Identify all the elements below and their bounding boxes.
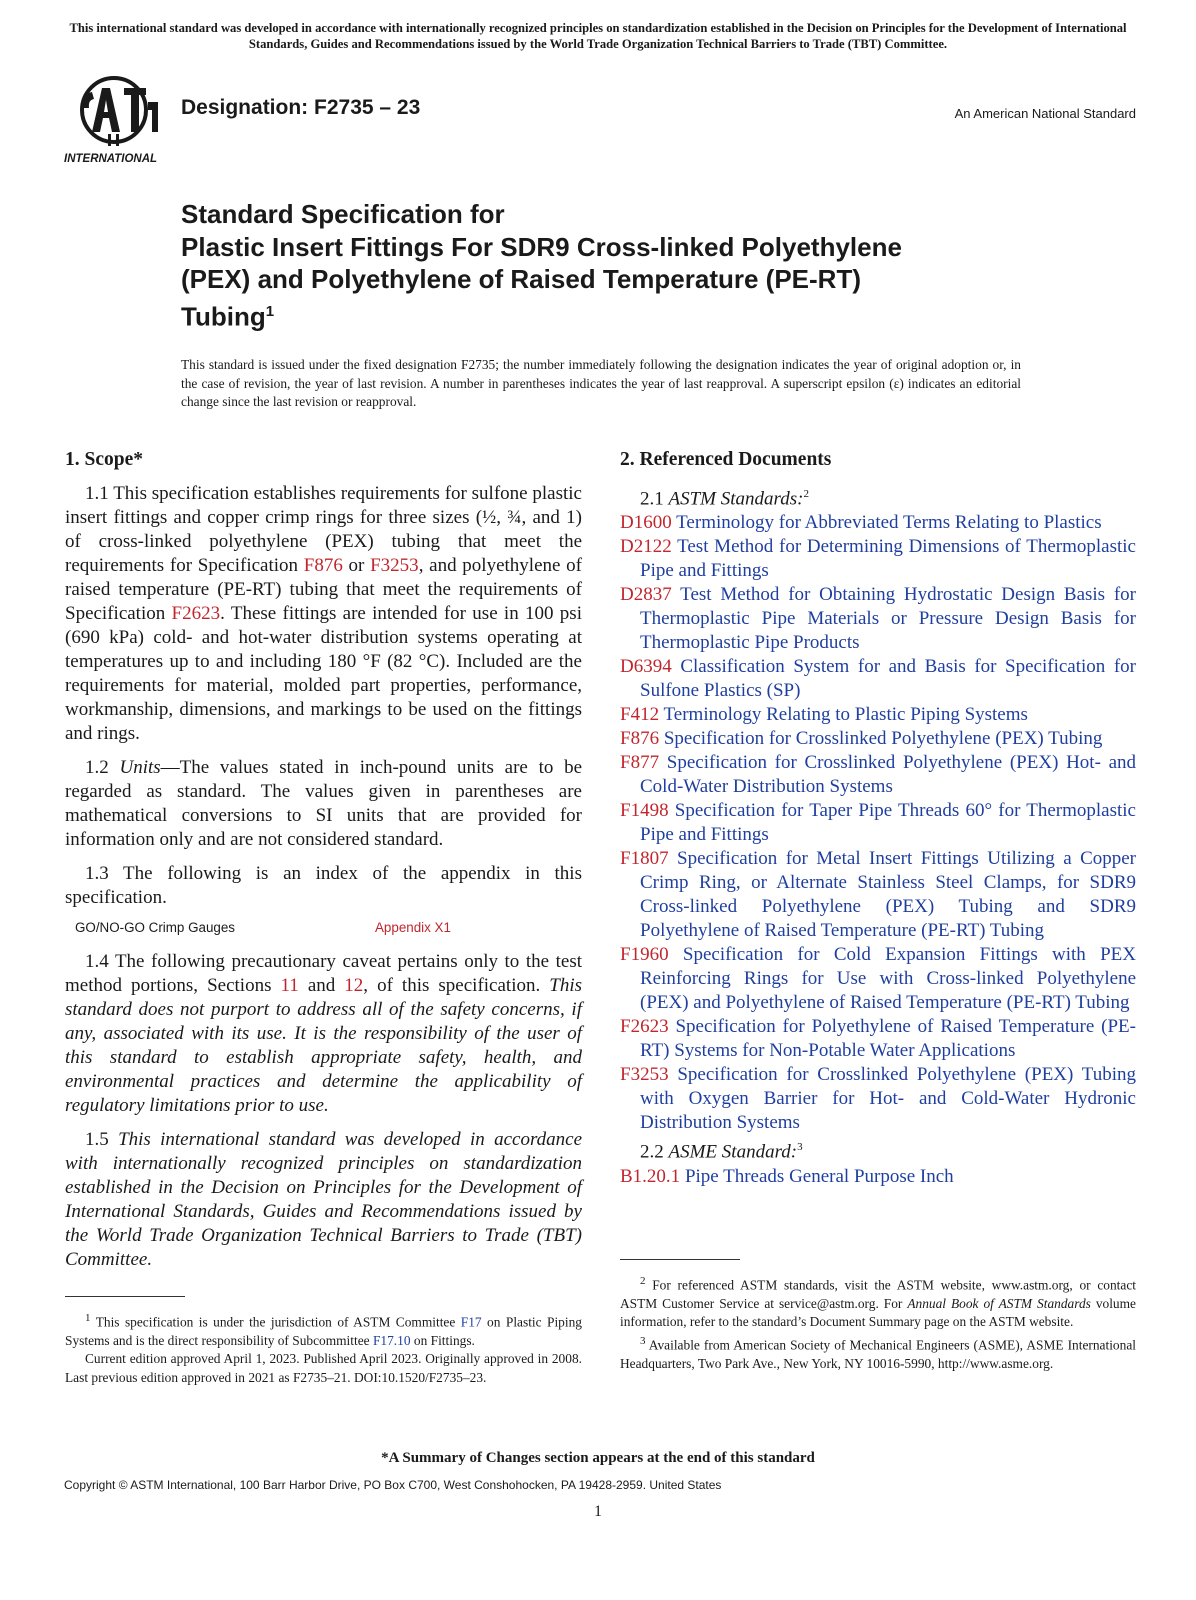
reference-title-link[interactable]: Pipe Threads General Purpose Inch [684, 1165, 954, 1187]
reference-title-link[interactable]: Specification for Crosslinked Polyethylene (PEX) Tubing with Oxygen Barrier for Hot- and Cold-Water Hydronic Distribution Systems [640, 1064, 1136, 1134]
ref-link-f2623[interactable]: F2623 [171, 603, 221, 624]
logo-text: INTERNATIONAL [64, 153, 158, 165]
title-line: Plastic Insert Fittings For SDR9 Cross-linked Polyethylene [181, 231, 902, 262]
scope-paragraph-1-2: 1.2 Units—The values stated in inch-pound units are to be regarded as standard. The values given in parentheses are mathematical conversions to SI units that are provided for information only and are not considered standard. [65, 757, 583, 850]
footnotes-left [65, 1296, 582, 1387]
reference-code-link[interactable]: F3253 [620, 1064, 669, 1086]
issuance-note: This standard is issued under the fixed designation F2735; the number immediately following the designation indicates the year of original adoption or, in the case of revision, the year of last revision. A number in parentheses indicates the year of last reapproval. A superscript epsilon (ε) indicates an editorial change since the last revision or reapproval. [181, 357, 1021, 409]
reference-code-link[interactable]: F1498 [620, 800, 669, 822]
reference-title-link[interactable]: Specification for Cold Expansion Fittings with PEX Reinforcing Rings for Use with Cross-linked Polyethylene (PEX) and Polyethylene of Raised Temperature (PE-RT) Tubing [640, 944, 1137, 1014]
index-appendix-link[interactable]: Appendix X1 [375, 920, 451, 935]
reference-code-link[interactable]: B1.20.1 [620, 1165, 681, 1187]
title-line [181, 296, 1081, 333]
section-link-11[interactable]: 11 [280, 975, 299, 996]
title-line-text: Tubing [181, 301, 266, 332]
committee-link-f17[interactable]: F17 [460, 1314, 482, 1330]
summary-of-changes-note: *A Summary of Changes section appears at the end of this standard [381, 1450, 815, 1466]
reference-title-link[interactable]: Test Method for Determining Dimensions of Thermoplastic Pipe and Fittings [640, 536, 1136, 582]
reference-item [620, 535, 1136, 583]
reference-title-link[interactable]: Specification for Taper Pipe Threads 60° for Thermoplastic Pipe and Fittings [640, 800, 1136, 846]
reference-title-link[interactable]: Classification System for and Basis for Specification for Sulfone Plastics (SP) [640, 656, 1137, 702]
subcommittee-link-f17-10[interactable]: F17.10 [372, 1332, 411, 1348]
reference-code-link[interactable]: D2837 [620, 584, 672, 606]
reference-code-link[interactable]: F876 [620, 728, 660, 750]
american-national-standard: An American National Standard [954, 106, 1136, 121]
astm-logo [62, 72, 170, 168]
footnote-1-edition: Current edition approved April 1, 2023. Published April 2023. Originally approved in 2008. Last previous edition approved in 2021 as F2735–21. DOI:10.1520/F2735–23. [65, 1351, 582, 1385]
reference-item [620, 727, 1136, 751]
footnote-rule [620, 1259, 740, 1260]
astm-reference-list [620, 511, 1136, 1135]
reference-code-link[interactable]: F412 [620, 704, 660, 726]
title-line: Standard Specification for [181, 199, 505, 229]
footnote-2: $^2$ For referenced ASTM standards, visit the ASTM website, www.astm.org, or contact ASTM Customer Service at service@astm.org. For Annual Book of ASTM Standards volume information, refer to the standard’s Document Summary page on the ASTM website. [620, 1275, 1136, 1330]
reference-title-link[interactable]: Specification for Metal Insert Fittings Utilizing a Copper Crimp Ring, or Alternate Stainless Steel Clamps, for SDR9 Cross-linked Polyethylene (PEX) Tubing and SDR9 Polyethylene of Raised Temperature (PE-RT) Tubing [640, 848, 1137, 942]
reference-item [620, 1165, 1136, 1189]
designation: Designation: F2735 – 23 [181, 96, 421, 119]
referenced-documents-heading: 2. Referenced Documents [620, 449, 832, 470]
reference-title-link[interactable]: Specification for Crosslinked Polyethylene (PEX) Tubing [663, 728, 1103, 750]
scope-heading: 1. Scope* [65, 449, 143, 470]
reference-code-link[interactable]: D6394 [620, 656, 672, 678]
scope-paragraph-1-4: 1.4 The following precautionary caveat pertains only to the test method portions, Sections 11 and 12, of this specification. This standard does not purport to address all of the safety concerns, if any, associated with its use. It is the responsibility of the user of this standard to establish appropriate safety, health, and environmental practices and determine the applicability of regulatory limitations prior to use. [65, 951, 583, 1116]
astm-standards-subheading: 2.1 ASTM Standards:$^2$ [640, 488, 809, 510]
reference-code-link[interactable]: F877 [620, 752, 660, 774]
scope-paragraph-1-3: 1.3 The following is an index of the appendix in this specification. [65, 863, 582, 908]
title-line: (PEX) and Polyethylene of Raised Temperature (PE-RT) [181, 264, 861, 294]
reference-item [620, 703, 1136, 727]
reference-item [620, 1015, 1136, 1063]
reference-title-link[interactable]: Terminology for Abbreviated Terms Relating to Plastics [676, 512, 1102, 534]
reference-title-link[interactable]: Test Method for Obtaining Hydrostatic Design Basis for Thermoplastic Pipe Materials or Pressure Design Basis for Thermoplastic Pipe Products [640, 584, 1136, 654]
reference-item [620, 799, 1136, 847]
appendix-index-row [75, 916, 582, 940]
reference-title-link[interactable]: Specification for Crosslinked Polyethylene (PEX) Hot- and Cold-Water Distribution Systems [640, 752, 1137, 798]
reference-item [620, 1063, 1136, 1135]
reference-item [620, 583, 1136, 655]
ref-link-f3253[interactable]: F3253 [370, 555, 419, 576]
reference-item [620, 847, 1136, 943]
section-link-12[interactable]: 12 [344, 975, 364, 996]
reference-item [620, 751, 1136, 799]
right-column [620, 448, 1136, 1189]
reference-code-link[interactable]: D1600 [620, 512, 672, 534]
footnote-1: $^1$ This specification is under the jurisdiction of ASTM Committee F17 on Plastic Piping Systems and is the direct responsibility of Subcommittee F17.10 on Fittings. Current edition approved April 1, 2023. Published April 2023. Originally approved in 2008. Last previous edition approved in 2021 as F2735–21. DOI:10.1520/F2735–23. [65, 1309, 582, 1387]
reference-code-link[interactable]: F1960 [620, 944, 669, 966]
scope-paragraph-1-1: 1.1 This specification establishes requirements for sulfone plastic insert fittings and copper crimp rings for three sizes (½, ¾, and 1) of cross-linked polyethylene (PEX) tubing that meet the requirements for Specification F876 or F3253, and polyethylene of raised temperature (PE-RT) tubing that meet the requirements of Specification F2623. These fittings are intended for use in 100 psi (690 kPa) cold- and hot-water distribution systems operating at temperatures up to and including 180 °F (82 °C). Included are the requirements for material, molded part properties, performance, workmanship, dimensions, and markings to be used on the fittings and rings. [65, 483, 582, 744]
reference-code-link[interactable]: F2623 [620, 1016, 669, 1038]
title-footnote-mark: 1 [265, 302, 275, 320]
reference-item [620, 943, 1136, 1015]
standard-title [181, 198, 1081, 333]
reference-title-link[interactable]: Specification for Polyethylene of Raised Temperature (PE-RT) Systems for Non-Potable Water Applications [640, 1016, 1136, 1062]
page-number: 1 [594, 1503, 602, 1520]
asme-standard-subheading: 2.2 ASME Standard:$^3$ [640, 1141, 803, 1163]
top-notice: This international standard was developed in accordance with internationally recognized principles on standardization established in the Decision on Principles for the Development of International Standards, Guides and Recommendations issued by the World Trade Organization Technical Barriers to Trade (TBT) Committee. [69, 21, 1127, 51]
reference-item [620, 655, 1136, 703]
footnote-rule [65, 1296, 185, 1297]
left-column [65, 448, 582, 1282]
index-item: GO/NO-GO Crimp Gauges [75, 920, 235, 935]
footnote-3: $^3$ Available from American Society of Mechanical Engineers (ASME), ASME International Headquarters, Two Park Ave., New York, NY 10016-5990, http://www.asme.org. [620, 1334, 1136, 1371]
reference-title-link[interactable]: Terminology Relating to Plastic Piping Systems [663, 704, 1028, 726]
ref-link-f876[interactable]: F876 [303, 555, 343, 576]
scope-paragraph-1-5: 1.5 This international standard was developed in accordance with internationally recognized principles on standardization established in the Decision on Principles for the Development of International Standards, Guides and Recommendations issued by the World Trade Organization Technical Barriers to Trade (TBT) Committee. [65, 1129, 582, 1270]
reference-item [620, 511, 1136, 535]
copyright-line: Copyright © ASTM International, 100 Barr Harbor Drive, PO Box C700, West Conshohocken, PA 19428-2959. United States [64, 1478, 722, 1492]
footnotes-right [620, 1259, 1136, 1373]
asme-reference-list [620, 1165, 1136, 1189]
reference-code-link[interactable]: F1807 [620, 848, 669, 870]
reference-code-link[interactable]: D2122 [620, 536, 672, 558]
